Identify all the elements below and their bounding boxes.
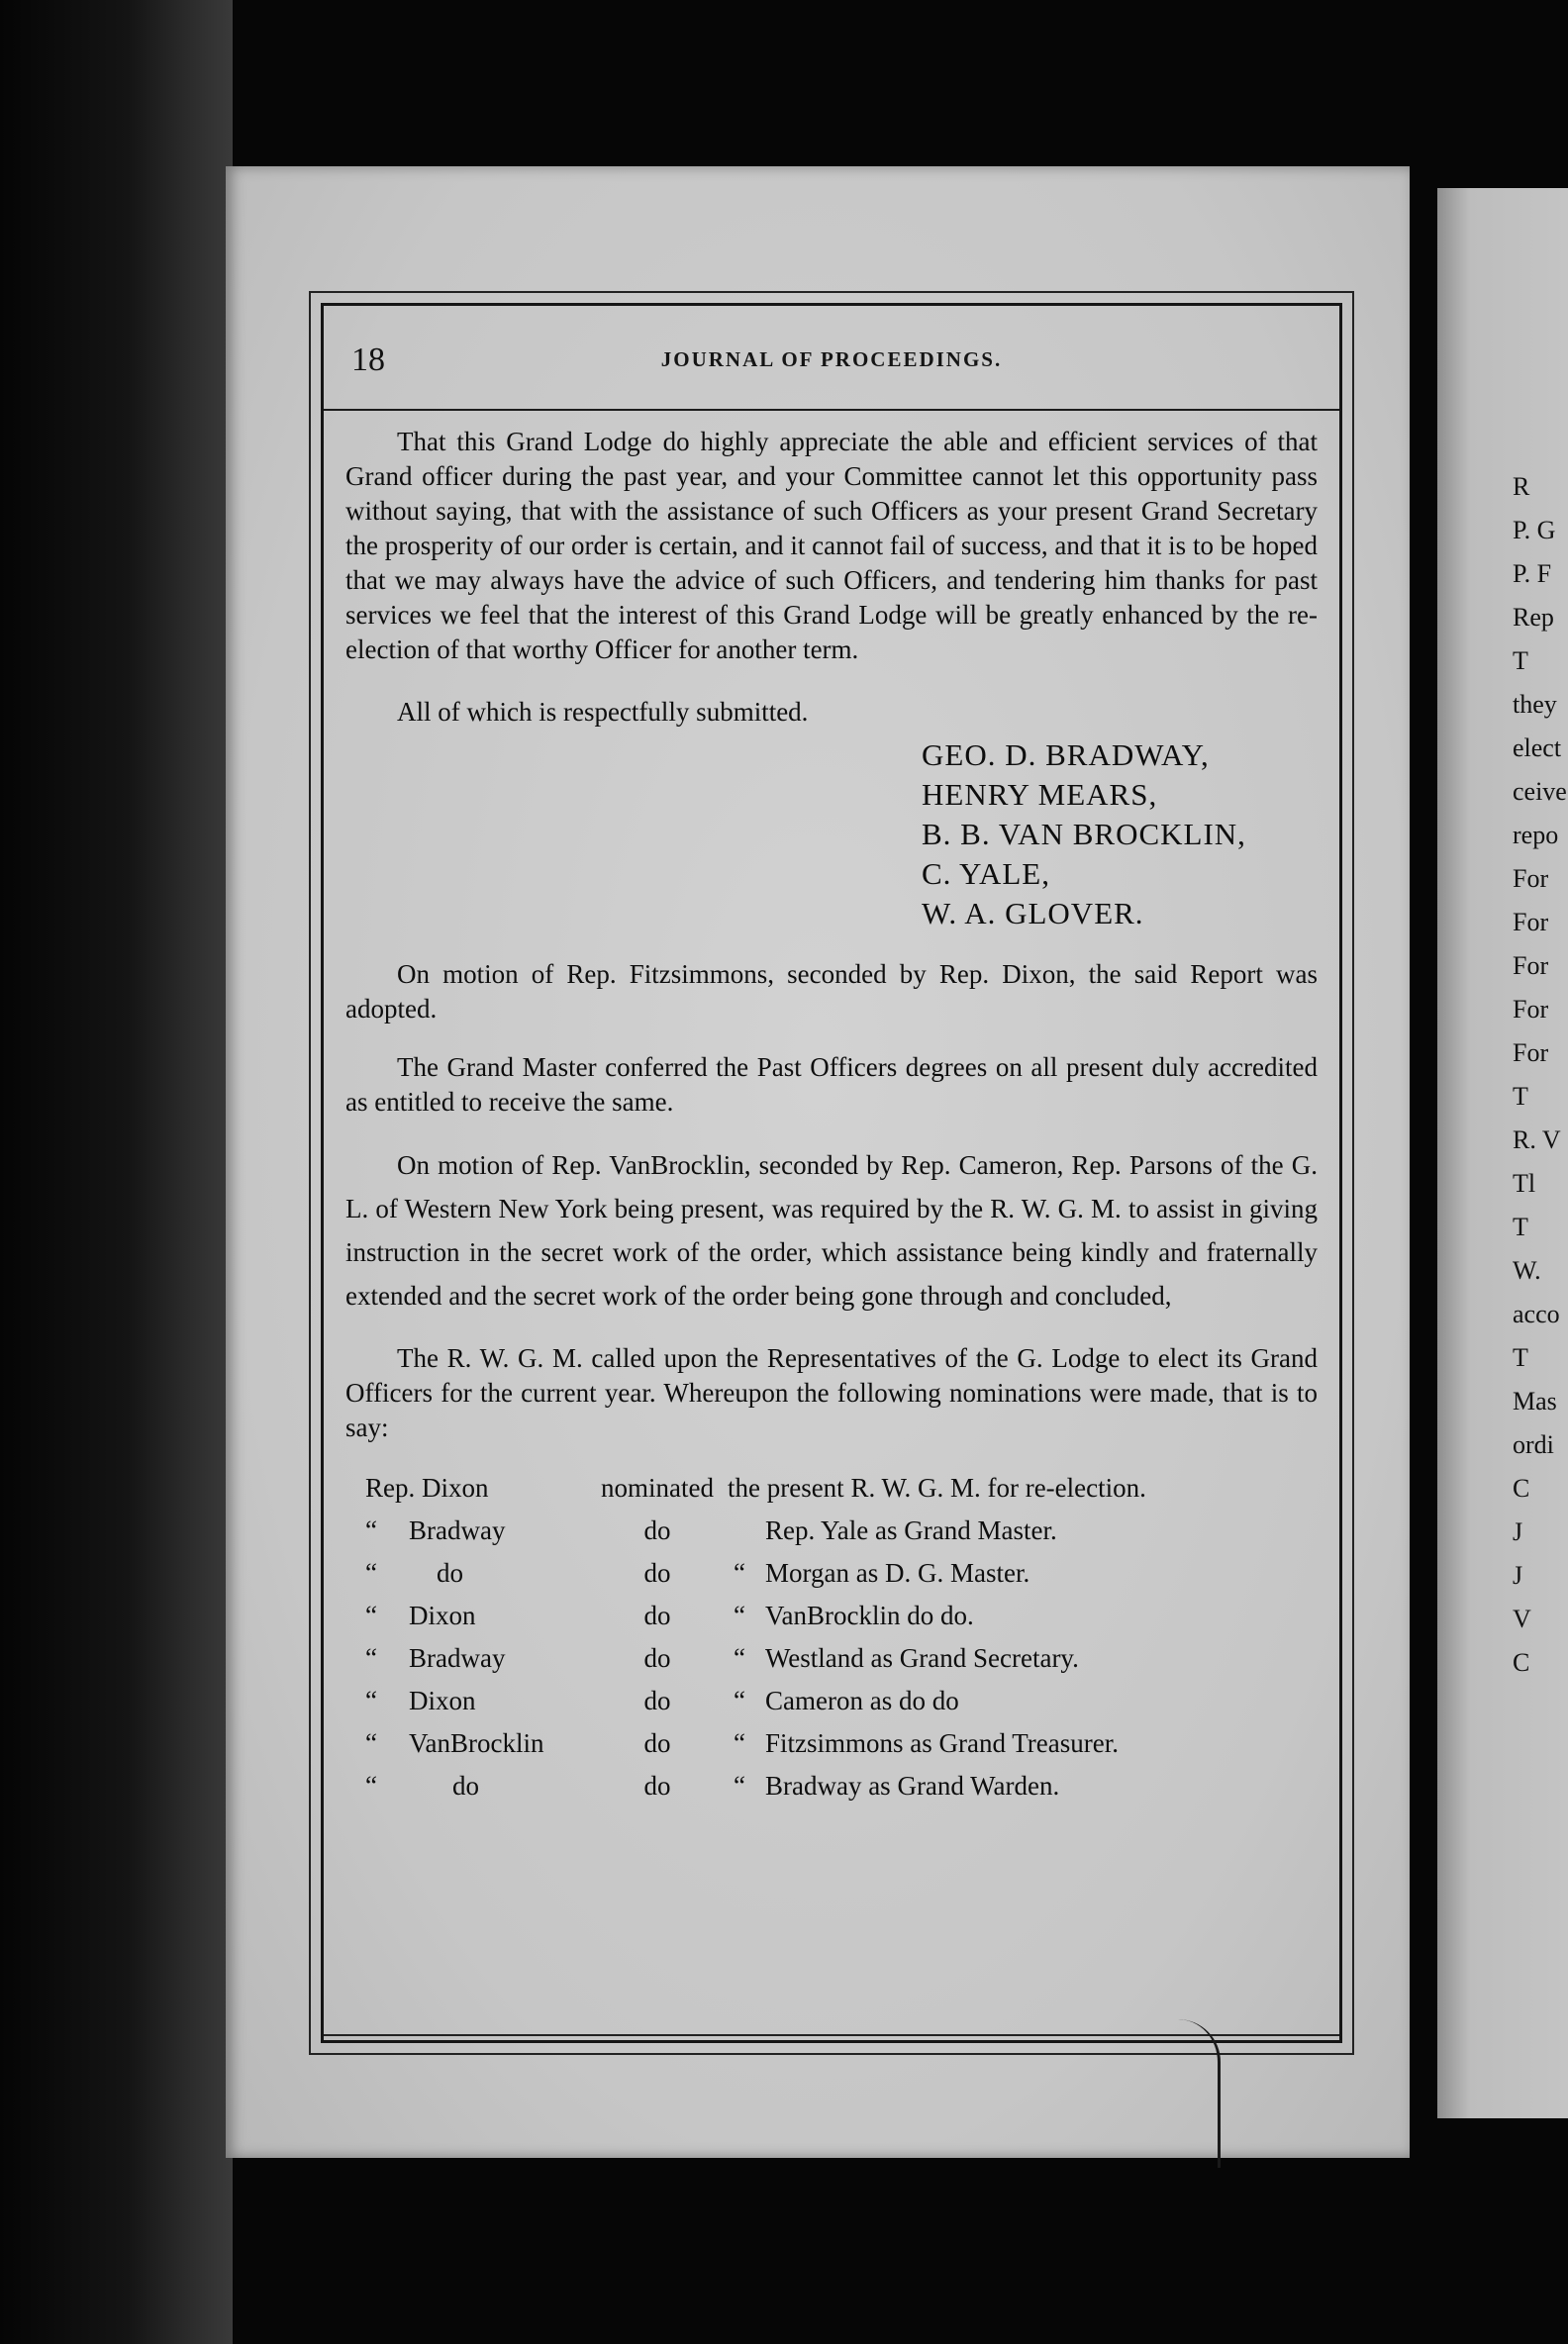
fragment: elect (1513, 733, 1562, 762)
nomination-row (345, 1680, 1146, 1722)
nominator: do (437, 1558, 463, 1588)
running-head: JOURNAL OF PROCEEDINGS. (660, 347, 1003, 371)
submitted-line: All of which is respectfully submitted. (397, 697, 809, 727)
fragment: C (1513, 1648, 1530, 1677)
page-scratch-mark (1178, 2019, 1221, 2168)
fragment: Rep (1513, 603, 1554, 632)
nominator: Bradway (409, 1643, 506, 1673)
ditto-mark: “ (733, 1601, 745, 1630)
book-spine-edge (0, 0, 233, 2344)
nominated-word: nominated (601, 1473, 714, 1503)
ditto-mark: “ (365, 1601, 377, 1630)
fragment: R. V (1513, 1125, 1561, 1154)
fragment: they (1513, 690, 1557, 719)
signer: C. YALE, (922, 856, 1050, 891)
ditto-mark: “ (733, 1558, 745, 1588)
nominator: Rep. Dixon (365, 1473, 489, 1503)
fragment: J (1513, 1561, 1523, 1590)
ditto-word: do (643, 1643, 671, 1673)
past-officers-paragraph: The Grand Master conferred the Past Officers degrees on all present duly accredited as entitled to receive the same. (345, 1052, 1318, 1117)
nomination-row (345, 1637, 1146, 1680)
fragment: For (1513, 864, 1549, 893)
nominations-table (345, 1467, 1146, 1807)
adjacent-page-fragments (1513, 465, 1568, 1685)
election-call-paragraph: The R. W. G. M. called upon the Representatives of the G. Lodge to elect its Grand Officers for the current year. Whereupon the following nominations were made, that is to say: (345, 1343, 1318, 1442)
nomination-text: Rep. Yale as Grand Master. (764, 1515, 1057, 1545)
fragment: For (1513, 1038, 1549, 1067)
fragment: T (1513, 646, 1528, 675)
fragment: acco (1513, 1300, 1560, 1328)
ditto-mark: “ (365, 1558, 377, 1588)
ditto-word: do (643, 1601, 671, 1630)
ditto-mark: “ (365, 1515, 377, 1545)
fragment: For (1513, 908, 1549, 936)
nomination-text: Bradway as Grand Warden. (764, 1771, 1060, 1801)
ditto-mark: “ (365, 1643, 377, 1673)
nomination-text: Fitzsimmons as Grand Treasurer. (764, 1728, 1119, 1758)
fragment: J (1513, 1517, 1523, 1546)
nomination-row (345, 1722, 1146, 1765)
signers-list (922, 735, 1318, 933)
nominator: Dixon (409, 1686, 476, 1715)
nominator: VanBrocklin (409, 1728, 544, 1758)
fragment: V (1513, 1605, 1531, 1633)
fragment: ordi (1513, 1430, 1554, 1459)
fragment: T (1513, 1082, 1528, 1111)
nomination-row (345, 1467, 1146, 1510)
fragment: For (1513, 995, 1549, 1024)
fragment: R (1513, 472, 1530, 501)
ditto-mark (714, 1510, 765, 1552)
page-body (345, 425, 1318, 1807)
ditto-mark: “ (365, 1728, 377, 1758)
signer: B. B. VAN BROCKLIN, (922, 817, 1246, 851)
signer: W. A. GLOVER. (922, 896, 1144, 930)
ditto-mark: “ (365, 1686, 377, 1715)
nominator: Dixon (409, 1601, 476, 1630)
committee-report-paragraph: That this Grand Lodge do highly appreciate the able and efficient services of that Grand officer during the past year, and your Committee cannot let this opportunity pass without saying, that with the assistance of such Officers as your present Grand Secretary the prosperity of our order is certain, and it cannot fail of success, and that it is to be hoped that we may always have the advice of such Officers, and tendering him thanks for past services we feel that the interest of this Grand Lodge will be greatly enhanced by the re-election of that worthy Officer for another term. (345, 427, 1318, 664)
secret-work-paragraph: On motion of Rep. VanBrocklin, seconded by Rep. Cameron, Rep. Parsons of the G. L. of Western New York being present, was required by the R. W. G. M. to assist in giving instruction in the secret work of the order, which assistance being kindly and fraternally extended and the secret work of the order being gone through and concluded, (345, 1150, 1318, 1311)
fragment: ceive (1513, 777, 1567, 806)
ditto-mark: “ (733, 1643, 745, 1673)
ditto-word: do (643, 1728, 671, 1758)
nomination-text: Westland as Grand Secretary. (764, 1643, 1079, 1673)
nomination-text: the present R. W. G. M. for re-election. (727, 1473, 1146, 1503)
nomination-row (345, 1765, 1146, 1807)
ditto-word: do (643, 1515, 671, 1545)
signer: GEO. D. BRADWAY, (922, 737, 1210, 772)
nomination-text: Cameron as do do (764, 1686, 959, 1715)
ditto-mark: “ (733, 1728, 745, 1758)
fragment: Mas (1513, 1387, 1557, 1416)
ditto-mark: “ (365, 1771, 377, 1801)
nomination-row (345, 1595, 1146, 1637)
ditto-word: do (643, 1686, 671, 1715)
nomination-text: VanBrocklin do do. (764, 1601, 974, 1630)
fragment: T (1513, 1213, 1528, 1241)
fragment: W. (1513, 1256, 1541, 1285)
fragment: Tl (1513, 1169, 1536, 1198)
page-inner-border (321, 303, 1342, 2043)
page-number: 18 (351, 342, 385, 378)
fragment: repo (1513, 821, 1559, 849)
header-rule (324, 409, 1339, 411)
ditto-mark: “ (733, 1686, 745, 1715)
ditto-word: do (643, 1558, 671, 1588)
fragment: C (1513, 1474, 1530, 1503)
book-page (226, 166, 1410, 2158)
ditto-word: do (643, 1771, 671, 1801)
fragment: T (1513, 1343, 1528, 1372)
nomination-row (345, 1510, 1146, 1552)
ditto-mark: “ (733, 1771, 745, 1801)
page-border (309, 291, 1354, 2055)
nominator: Bradway (409, 1515, 506, 1545)
fragment: P. G (1513, 516, 1556, 544)
fragment: P. F (1513, 559, 1552, 588)
nomination-row (345, 1552, 1146, 1595)
signer: HENRY MEARS, (922, 777, 1158, 812)
nominator: do (452, 1771, 479, 1801)
nomination-text: Morgan as D. G. Master. (764, 1558, 1030, 1588)
motion-adopted-paragraph: On motion of Rep. Fitzsimmons, seconded by Rep. Dixon, the said Report was adopted. (345, 959, 1318, 1024)
fragment: For (1513, 951, 1549, 980)
